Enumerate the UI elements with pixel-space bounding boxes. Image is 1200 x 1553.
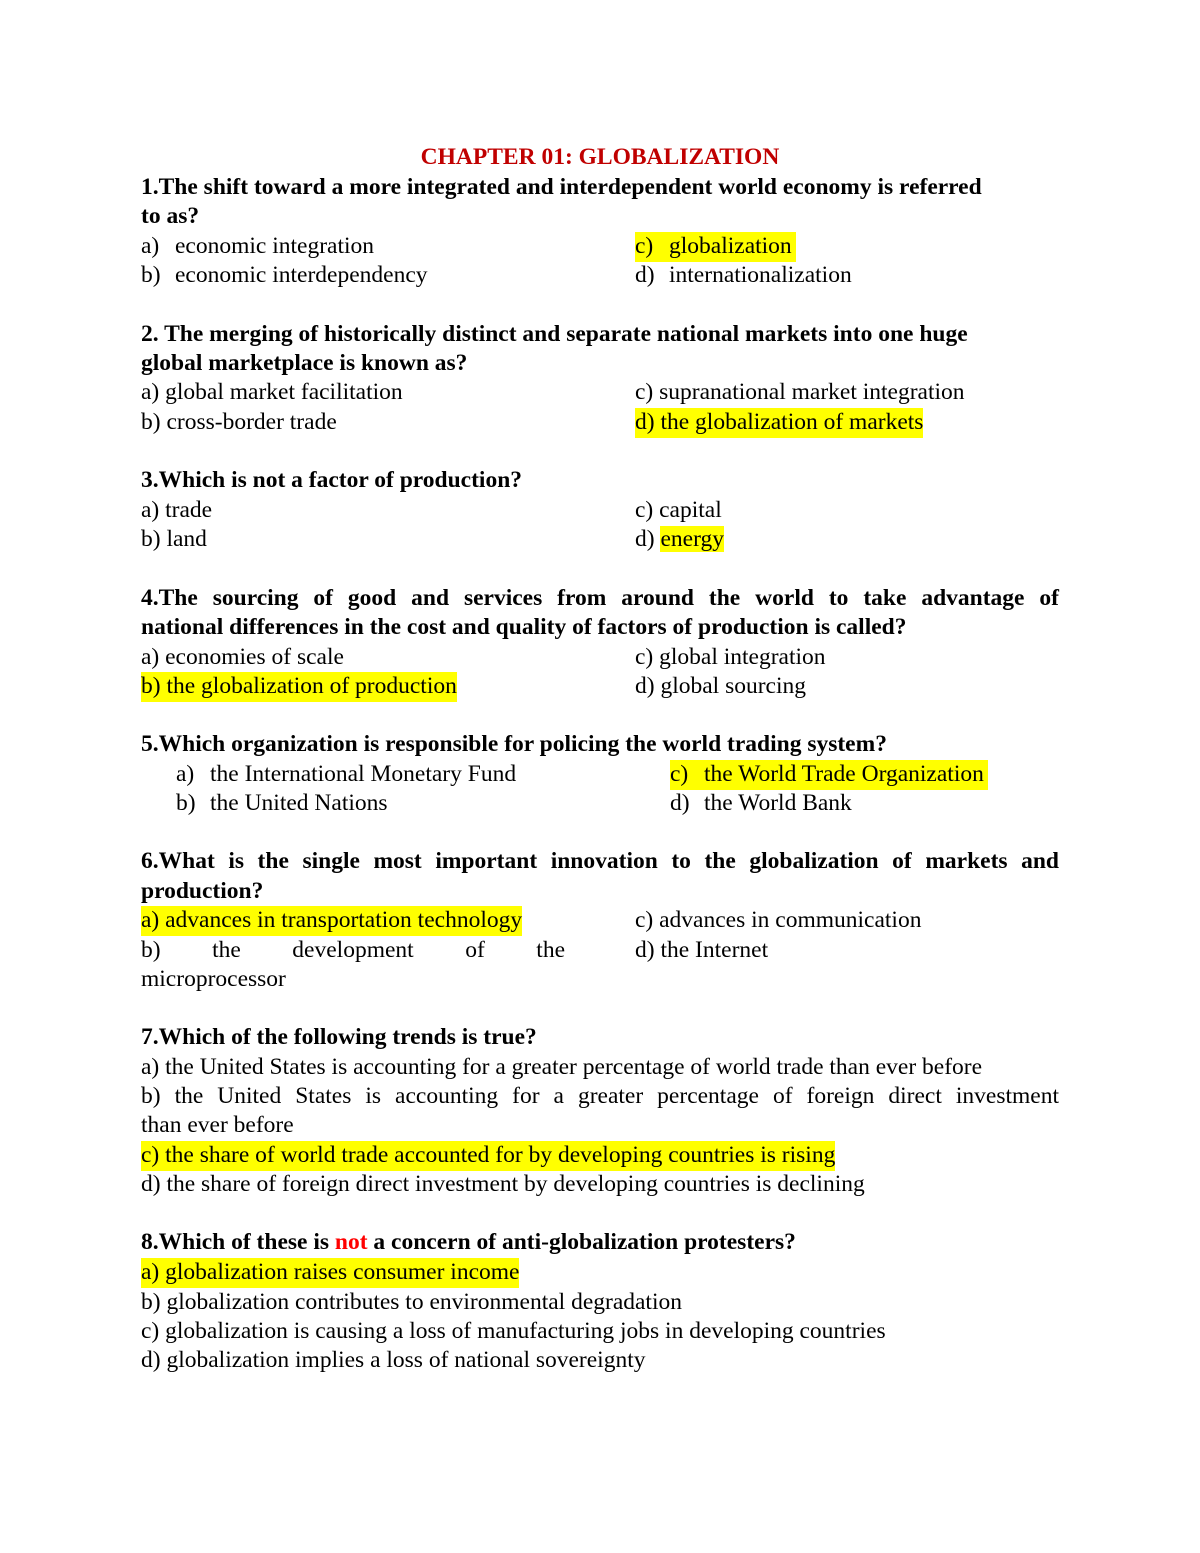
question-2-text-line-1: 2. The merging of historically distinct and separate national markets into one huge (141, 321, 968, 347)
question-4-option-c: c) global integration (635, 644, 826, 670)
option-text: energy (660, 526, 724, 552)
option-label: d) (635, 262, 655, 288)
question-2-option-b: b) cross-border trade (141, 409, 337, 435)
question-7-option-d: d) the share of foreign direct investment by developing countries is declining (141, 1171, 865, 1197)
option-label: a) (141, 233, 160, 259)
question-5-text-line-1: 5.Which organization is responsible for policing the world trading system? (141, 731, 887, 757)
question-1-option-b (141, 261, 428, 291)
question-1-text-line-1: 1.The shift toward a more integrated and interdependent world economy is referred (141, 174, 982, 200)
question-3-text-line-1: 3.Which is not a factor of production? (141, 467, 523, 493)
question-6-text-line-1: 6.What is the single most important innovation to the globalization of markets and (141, 848, 1059, 874)
option-text: the United Nations (210, 790, 388, 816)
option-text: internationalization (669, 262, 852, 288)
question-1-option-a (141, 232, 374, 262)
question-4-text-line-2: national differences in the cost and quality of factors of production is called? (141, 614, 907, 640)
option-text: economic interdependency (175, 262, 428, 288)
question-1-text-line-2: to as? (141, 203, 200, 229)
option-label: b) (141, 262, 161, 288)
question-8-text-before: 8.Which of these is (141, 1229, 335, 1255)
question-6-option-c: c) advances in communication (635, 907, 922, 933)
question-7-option-a: a) the United States is accounting for a greater percentage of world trade than ever before (141, 1054, 983, 1080)
question-2-text-line-2: global marketplace is known as? (141, 350, 468, 376)
question-2-option-c: c) supranational market integration (635, 379, 965, 405)
question-7-option-b-line-2: than ever before (141, 1112, 294, 1138)
question-8-option-d: d) globalization implies a loss of national sovereignty (141, 1347, 646, 1373)
question-4-option-b-answer: b) the globalization of production (141, 672, 457, 702)
question-3-option-a: a) trade (141, 497, 213, 523)
question-7-option-b-line-1: b) the United States is accounting for a greater percentage of foreign direct investment (141, 1083, 1059, 1109)
question-3-option-b: b) land (141, 526, 207, 552)
option-text: economic integration (175, 233, 375, 259)
question-8-option-b: b) globalization contributes to environmental degradation (141, 1289, 682, 1315)
question-7-text-line-1: 7.Which of the following trends is true? (141, 1024, 537, 1050)
option-label: c) (670, 761, 689, 787)
question-2-option-d-answer: d) the globalization of markets (635, 408, 923, 438)
option-label: a) (176, 761, 195, 787)
question-8-option-a-answer: a) globalization raises consumer income (141, 1258, 519, 1288)
question-8-text-line-1 (141, 1228, 796, 1258)
question-2-option-a: a) global market facilitation (141, 379, 403, 405)
question-6-text-line-2: production? (141, 878, 264, 904)
question-6-option-b-line-1: b) the development of the (141, 937, 565, 963)
question-8-text-after: a concern of anti-globalization protesters? (367, 1229, 796, 1255)
chapter-title: CHAPTER 01: GLOBALIZATION (420, 144, 780, 170)
option-text: the World Trade Organization (704, 761, 984, 787)
question-4-option-d: d) global sourcing (635, 673, 806, 699)
option-label: d) (635, 526, 661, 552)
question-3-option-d-answer (635, 525, 724, 555)
option-text: the World Bank (704, 790, 852, 816)
question-8-option-c: c) globalization is causing a loss of manufacturing jobs in developing countries (141, 1318, 886, 1344)
question-1-option-d (635, 261, 852, 291)
question-4-option-a: a) economies of scale (141, 644, 344, 670)
question-6-option-a-answer: a) advances in transportation technology (141, 906, 522, 936)
question-1-option-c-answer (635, 232, 796, 262)
question-3-option-c: c) capital (635, 497, 722, 523)
option-label: c) (635, 233, 654, 259)
option-text: globalization (669, 233, 792, 259)
option-text: the International Monetary Fund (210, 761, 517, 787)
question-5-option-b (176, 789, 388, 819)
option-label: d) (670, 790, 690, 816)
question-6-option-d: d) the Internet (635, 937, 769, 963)
question-4-text-line-1: 4.The sourcing of good and services from around the world to take advantage of (141, 585, 1059, 611)
option-label: b) (176, 790, 196, 816)
question-5-option-c-answer (670, 760, 988, 790)
question-6-option-b-line-2: microprocessor (141, 966, 286, 992)
question-5-option-a (176, 760, 516, 790)
question-5-option-d (670, 789, 852, 819)
question-7-option-c-answer: c) the share of world trade accounted for by developing countries is rising (141, 1141, 835, 1171)
question-8-emphasis: not (334, 1229, 368, 1255)
